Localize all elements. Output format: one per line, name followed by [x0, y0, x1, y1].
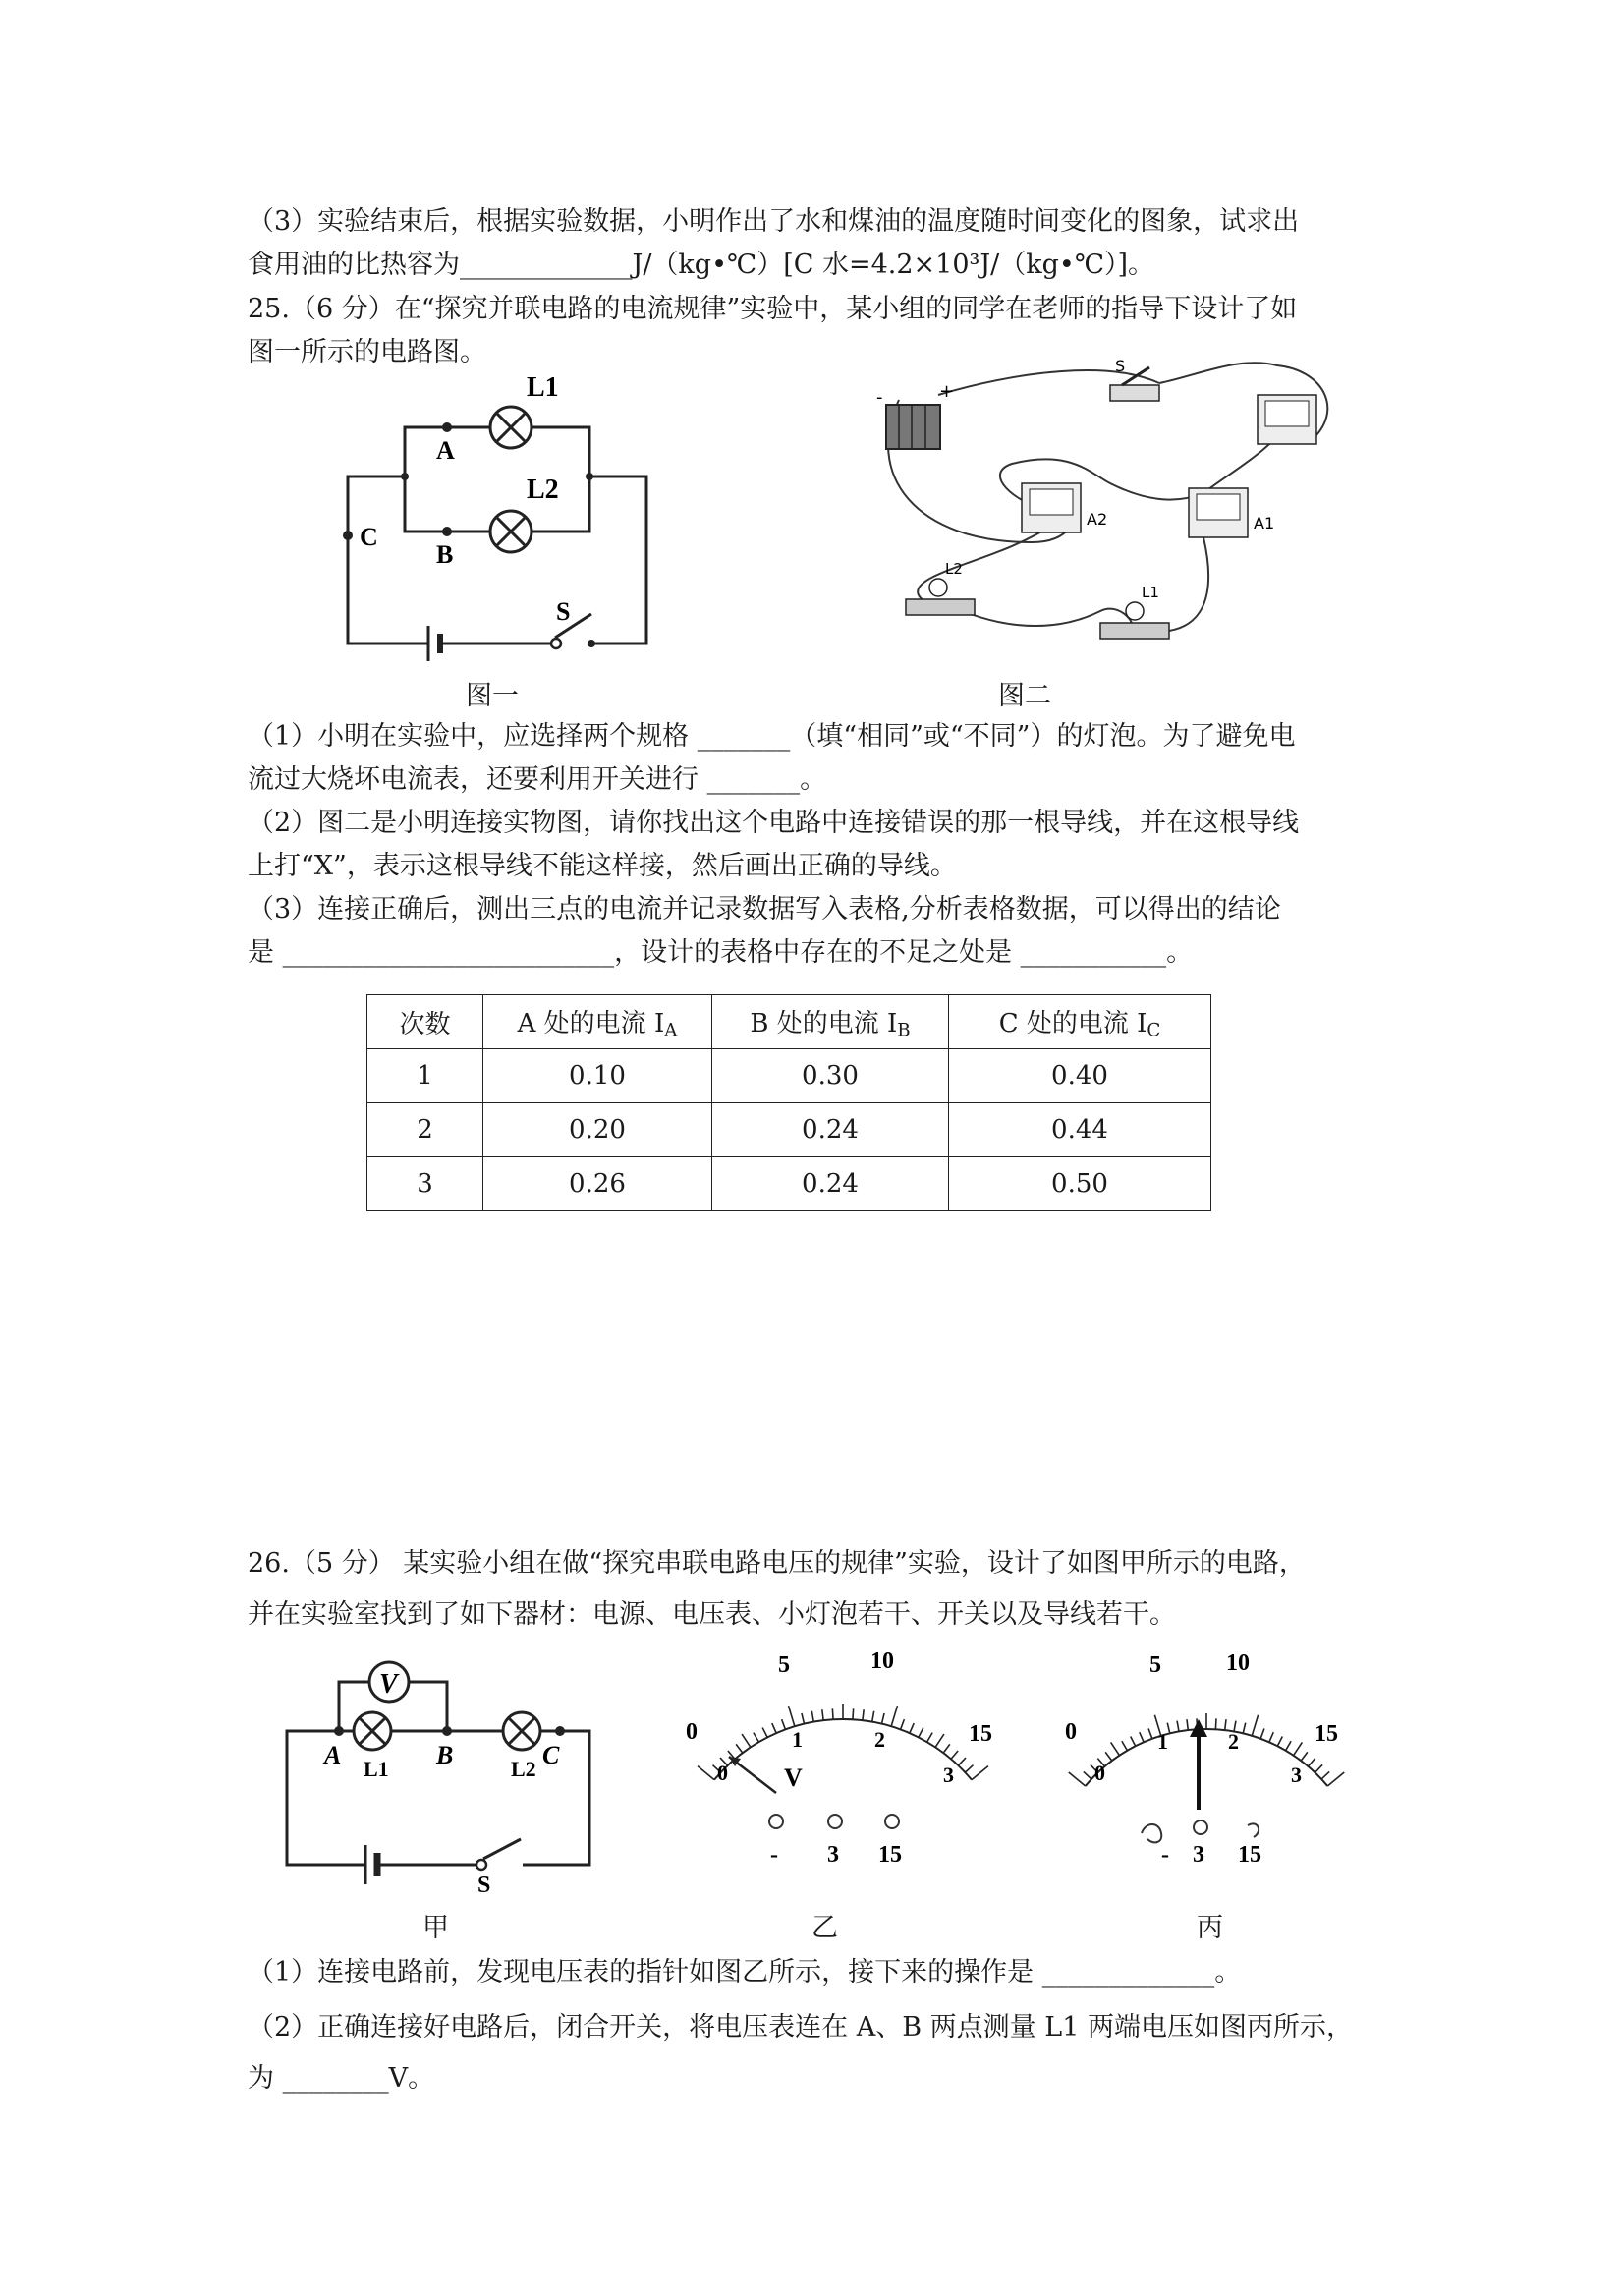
table-header-cell: 次数 [367, 995, 483, 1049]
meter-lower-1: 1 [1157, 1729, 1168, 1754]
figure-2-physical-wiring [865, 356, 1356, 660]
q26-intro-line1: 26.（5 分） 某实验小组在做“探究串联电路电压的规律”实验，设计了如图甲所示的电路， [248, 1548, 1306, 1579]
fig2-battery-plus: + [939, 381, 955, 402]
terminal-3: 3 [827, 1842, 839, 1868]
fig1-label-c: C [360, 523, 378, 551]
figure-jia-series-circuit [275, 1651, 609, 1896]
table-cell: 3 [367, 1157, 483, 1211]
figure-yi-caption: 乙 [812, 1913, 838, 1943]
table-cell: 0.24 [712, 1103, 949, 1157]
fig1-label-b: B [436, 540, 454, 569]
figure-bing-caption: 丙 [1197, 1913, 1223, 1943]
fig2-label-a2: A2 [1087, 510, 1108, 529]
fig1-label-s: S [556, 597, 571, 626]
q25-part1-line1: （1）小明在实验中，应选择两个规格 _______（填“相同”或“不同”）的灯泡。为了避免电 [248, 721, 1296, 752]
jia-voltmeter-v: V [379, 1669, 398, 1700]
table-cell: 0.40 [949, 1049, 1211, 1103]
table-header-cell: B 处的电流 $I_B$ [712, 995, 949, 1049]
terminal-15: 15 [878, 1842, 902, 1868]
table-header-cell: C 处的电流 $I_C$ [949, 995, 1211, 1049]
table-cell: 0.26 [483, 1157, 712, 1211]
meter-lower-1: 1 [792, 1727, 803, 1752]
meter-lower-3: 3 [943, 1763, 954, 1787]
table-header-cell: A 处的电流 $I_A$ [483, 995, 712, 1049]
meter-symbol-v: V [784, 1764, 803, 1792]
table-row [367, 1157, 1211, 1211]
meter-lower-0: 0 [717, 1761, 728, 1785]
q24-part3-line2: 食用油的比热容为_____________J/（kg•℃）[C 水=4.2×10³J/（kg•℃）]。 [248, 250, 1155, 280]
terminal-3: 3 [1193, 1842, 1204, 1868]
meter-lower-3: 3 [1291, 1763, 1302, 1787]
table-row [367, 1049, 1211, 1103]
q25-intro-line1: 25.（6 分）在“探究并联电路的电流规律”实验中，某小组的同学在老师的指导下设计了如 [248, 294, 1298, 324]
current-data-table [366, 994, 1211, 1211]
table-cell: 1 [367, 1049, 483, 1103]
meter-upper-0: 0 [1065, 1719, 1077, 1745]
table-cell: 0.24 [712, 1157, 949, 1211]
fig2-label-a1: A1 [1254, 514, 1275, 532]
meter-scale-ticks [1069, 1713, 1344, 1786]
meter-lower-0: 0 [1094, 1761, 1105, 1785]
meter-lower-2: 2 [1228, 1729, 1239, 1754]
jia-label-l2: L2 [511, 1757, 536, 1781]
meter-upper-5: 5 [778, 1652, 790, 1678]
meter-upper-0: 0 [686, 1719, 698, 1745]
table-cell: 0.44 [949, 1103, 1211, 1157]
fig1-label-l1: L1 [527, 372, 559, 403]
q25-part2-line2: 上打“X”，表示这根导线不能这样接，然后画出正确的导线。 [248, 851, 957, 881]
figure-yi-voltmeter [668, 1641, 1022, 1876]
figure-1-caption: 图一 [466, 681, 519, 711]
q26-part2-line2: 为 ________V。 [248, 2063, 435, 2094]
q26-part2-line1: （2）正确连接好电路后，闭合开关，将电压表连在 A、B 两点测量 L1 两端电压如图丙所示， [248, 2012, 1353, 2043]
meter-upper-10: 10 [870, 1649, 894, 1674]
fig1-label-l2: L2 [527, 475, 559, 505]
meter-upper-10: 10 [1226, 1651, 1250, 1676]
q26-part1: （1）连接电路前，发现电压表的指针如图乙所示，接下来的操作是 _____________。 [248, 1957, 1242, 1988]
table-row [367, 1103, 1211, 1157]
figure-1-parallel-circuit [334, 368, 668, 663]
q25-part1-line2: 流过大烧坏电流表，还要利用开关进行 _______。 [248, 764, 827, 795]
table-cell: 0.20 [483, 1103, 712, 1157]
table-cell: 0.50 [949, 1157, 1211, 1211]
figure-bing-voltmeter [1051, 1641, 1366, 1876]
figure-2-caption: 图二 [998, 681, 1051, 711]
q24-part3-line1: （3）实验结束后，根据实验数据，小明作出了水和煤油的温度随时间变化的图象，试求出 [248, 206, 1300, 237]
terminal-minus: - [1161, 1842, 1169, 1868]
table-cell: 2 [367, 1103, 483, 1157]
table-cell: 0.30 [712, 1049, 949, 1103]
q26-intro-line2: 并在实验室找到了如下器材：电源、电压表、小灯泡若干、开关以及导线若干。 [248, 1599, 1176, 1630]
q25-part2-line1: （2）图二是小明连接实物图，请你找出这个电路中连接错误的那一根导线，并在这根导线 [248, 808, 1300, 838]
meter-upper-15: 15 [1315, 1721, 1338, 1747]
jia-label-b: B [436, 1741, 454, 1769]
fig2-label-l1: L1 [1142, 584, 1159, 601]
terminal-minus: - [770, 1842, 778, 1868]
jia-label-l1: L1 [364, 1757, 389, 1781]
fig1-label-a: A [436, 436, 455, 465]
fig2-label-l2: L2 [945, 560, 963, 578]
terminal-15: 15 [1238, 1842, 1261, 1868]
fig2-switch-s: S [1115, 357, 1126, 375]
jia-label-s: S [477, 1873, 491, 1896]
table-cell: 0.10 [483, 1049, 712, 1103]
jia-label-c: C [542, 1741, 560, 1769]
jia-label-a: A [324, 1741, 342, 1769]
meter-upper-15: 15 [969, 1721, 992, 1747]
meter-upper-5: 5 [1149, 1652, 1161, 1678]
q25-intro-line2: 图一所示的电路图。 [248, 337, 486, 367]
figure-jia-caption: 甲 [422, 1913, 449, 1943]
fig2-battery-minus: - [876, 387, 883, 408]
q25-part3-line2: 是 _________________________，设计的表格中存在的不足之处是 ___________。 [248, 937, 1194, 968]
meter-lower-2: 2 [874, 1727, 885, 1752]
q25-part3-line1: （3）连接正确后，测出三点的电流并记录数据写入表格,分析表格数据，可以得出的结论 [248, 894, 1281, 924]
table-header-row [367, 995, 1211, 1049]
